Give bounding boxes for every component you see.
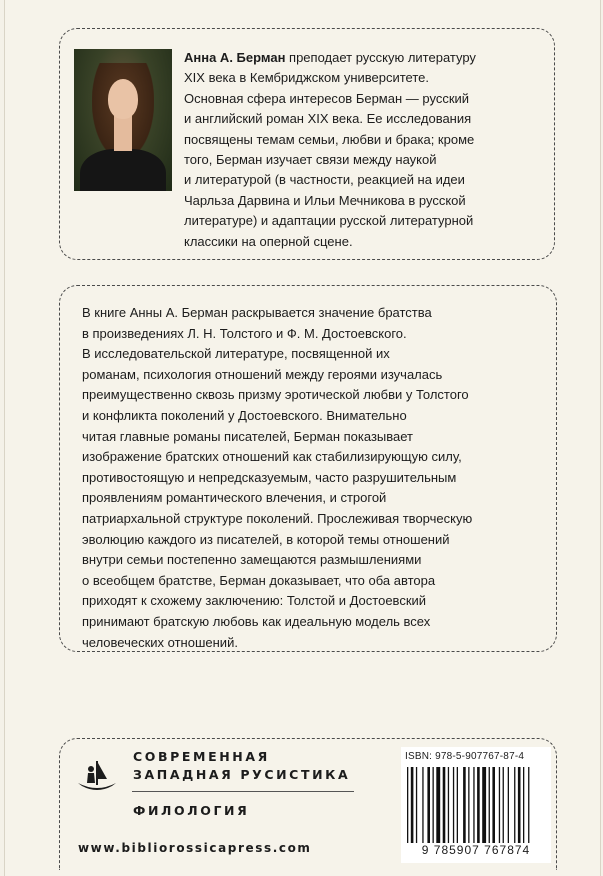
- book-back-cover: [4, 0, 601, 876]
- series-title-line2: ЗАПАДНАЯ РУСИСТИКА: [133, 767, 351, 782]
- barcode-digits: 9 785907 767874: [421, 843, 531, 857]
- boat-logo-icon: [74, 753, 120, 799]
- series-category: ФИЛОЛОГИЯ: [133, 803, 250, 818]
- author-name: Анна А. Берман: [184, 50, 286, 65]
- author-bio-text: Анна А. Берман преподает русскую литературу XIX века в Кембриджском университете. Основная сфера интересов Берман — русский и английский роман XIX века. Ее исследования посвящены темам семьи, любви и брака; кроме того, Берман изучает связи между наукой и литературой (в частности, реакцией на идеи Чарльза Дарвина и Ильи Мечникова в русской литературе) и адаптации русской литературной классики на оперной сцене.: [184, 50, 476, 249]
- book-description-text: В книге Анны А. Берман раскрывается значение братства в произведениях Л. Н. Толстого и Ф. М. Достоевского. В исследовательской литературе, посвященной их романам, психология отношений между героями изучалась преимущественно сквозь призму эротической любви у Толстого и конфликта поколений у Достоевского. Внимательно читая главные романы писателей, Берман показывает изображение братских отношений как стабилизирующую силу, противостоящую и непредсказуемым, часто разрушительным проявлениям романтического влечения, и строгой патриархальной структуре поколений. Прослеживая творческую эволюцию каждого из писателей, в которой темы отношений внутри семьи постепенно замещаются размышлениями о всеобщем братстве, Берман доказывает, что оба автора приходят к схожему заключению: Толстой и Достоевский принимают братскую любовь как идеальную модель всех человеческих отношений.: [82, 305, 473, 650]
- isbn-label: ISBN: 978-5-907767-87-4: [405, 751, 525, 762]
- book-description-panel: [59, 285, 557, 652]
- series-title-line1: СОВРЕМЕННАЯ: [133, 749, 270, 764]
- publisher-website: www.bibliorossicapress.com: [78, 841, 312, 855]
- author-bio-panel: [59, 28, 555, 260]
- barcode-block: [401, 747, 551, 863]
- series-divider: [132, 791, 354, 792]
- author-photo: [74, 49, 172, 191]
- barcode-icon: [405, 767, 551, 845]
